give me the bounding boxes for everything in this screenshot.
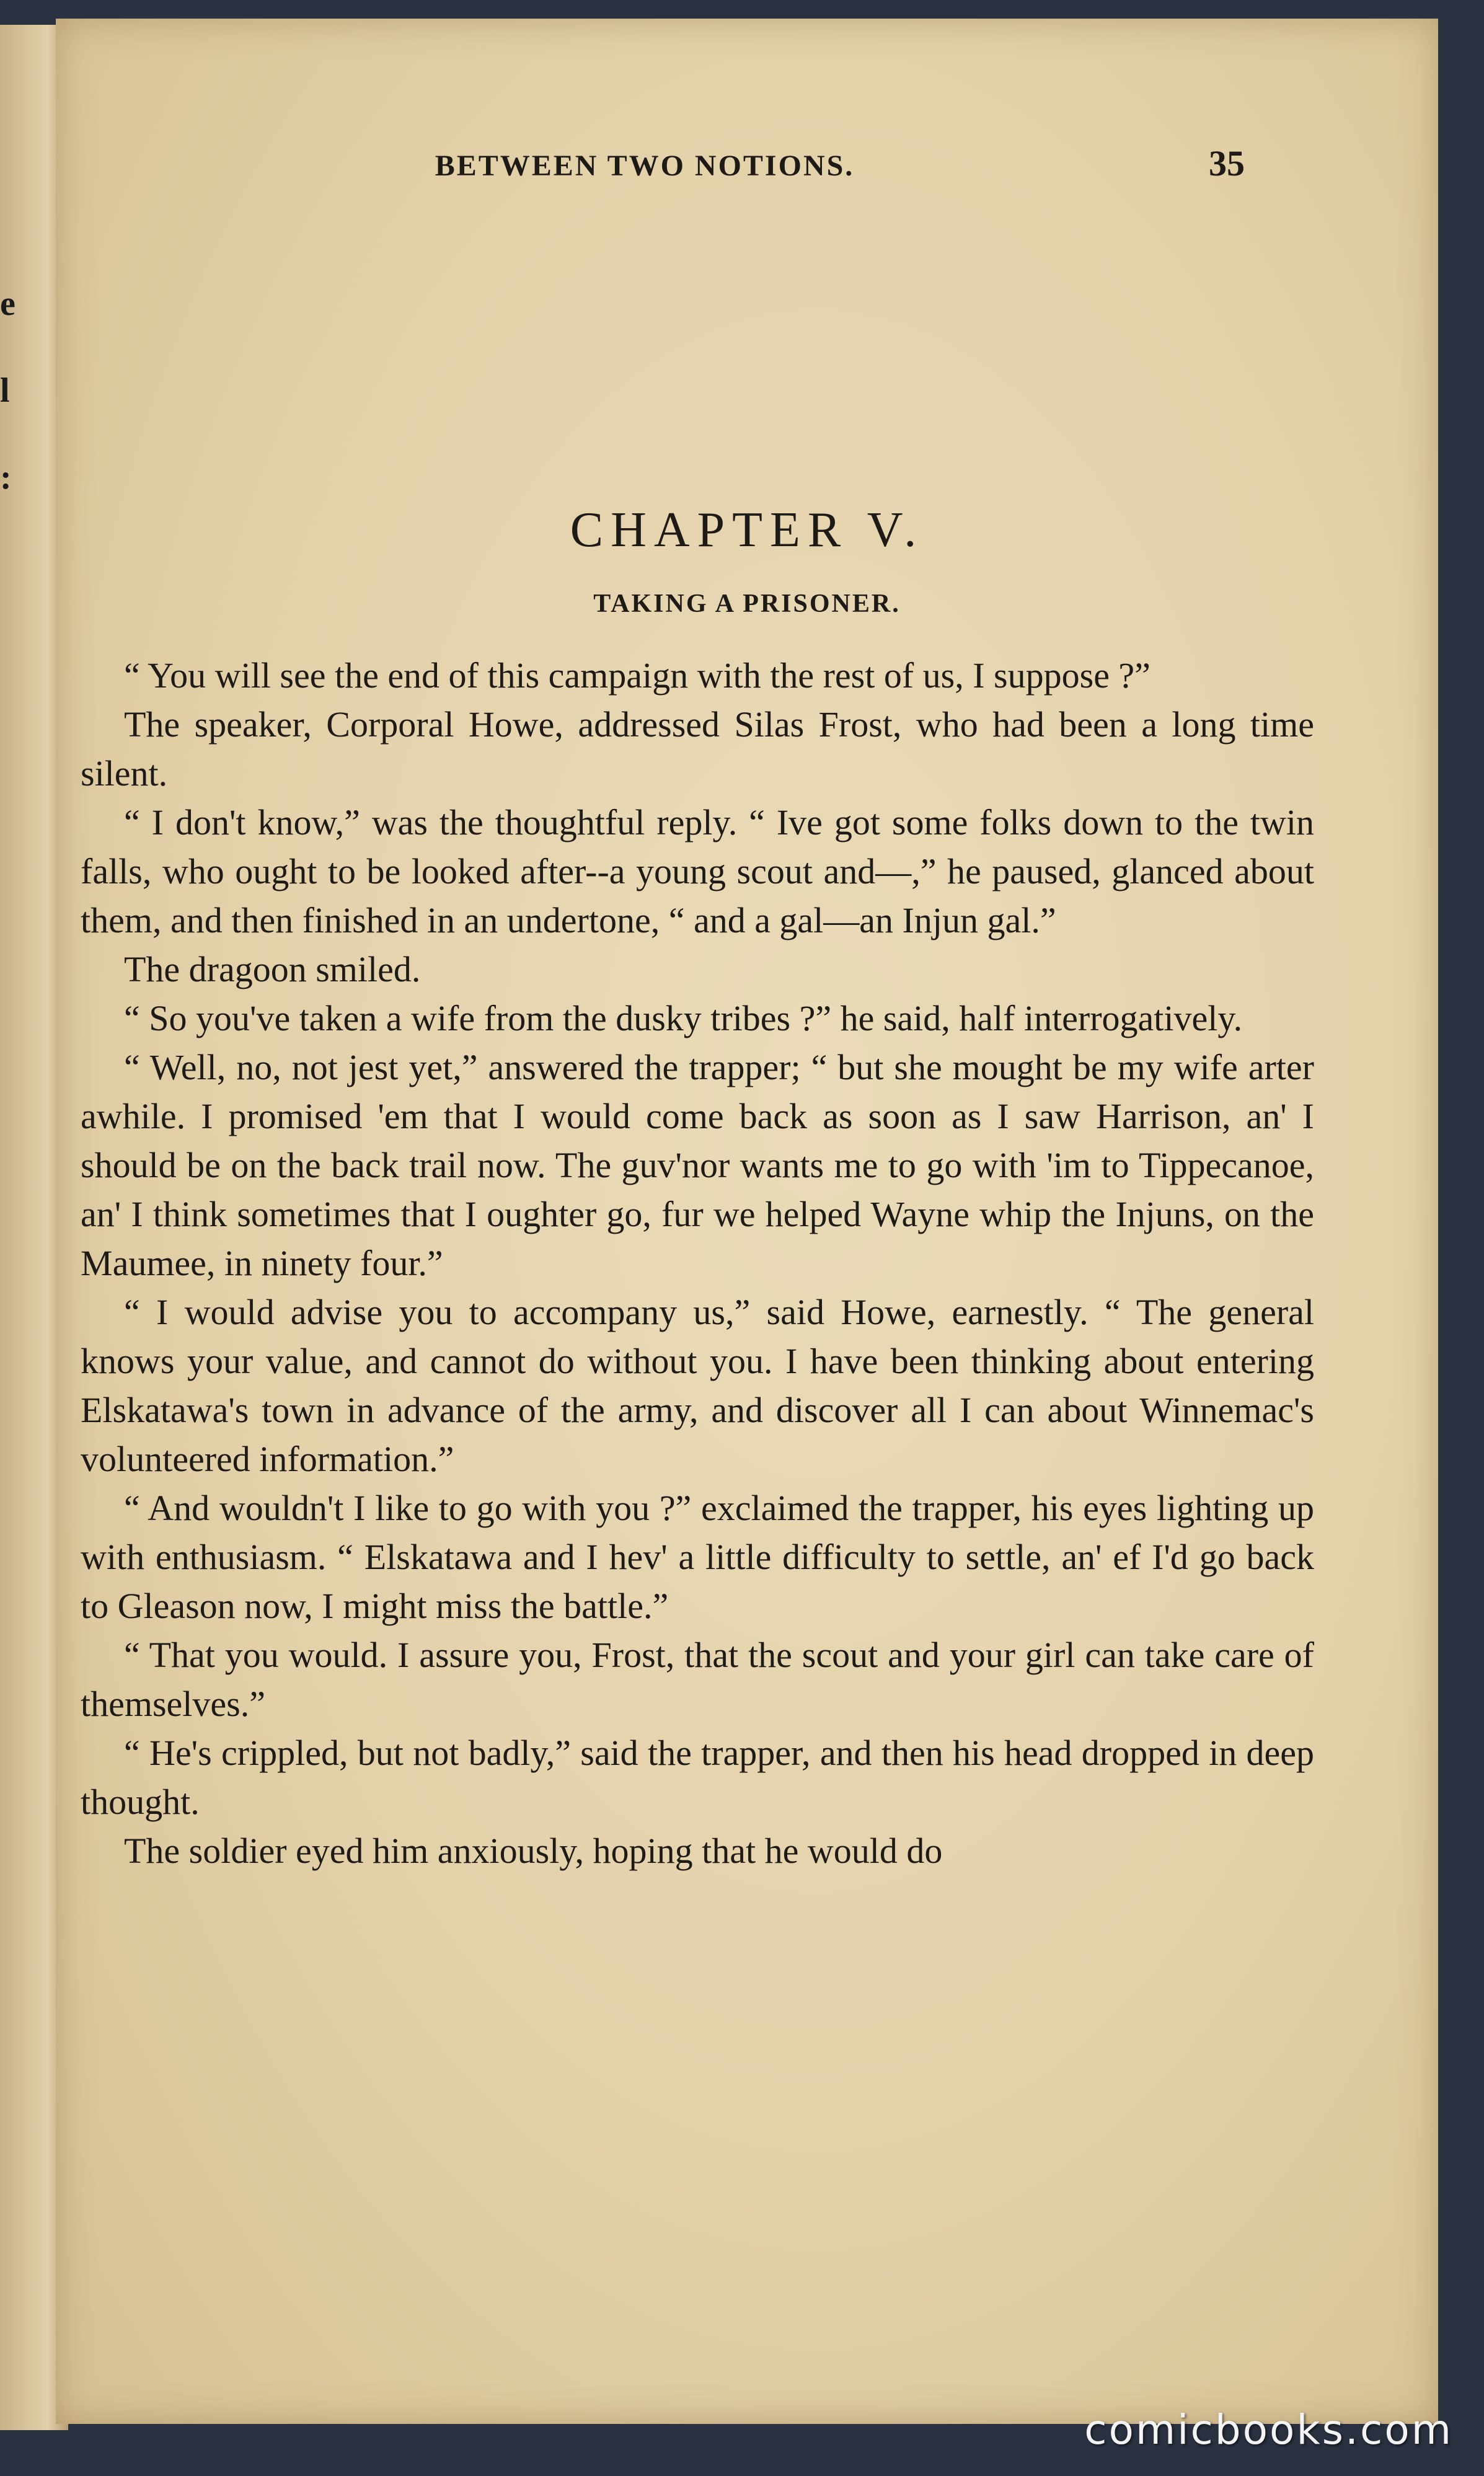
paragraph: The dragoon smiled. xyxy=(124,949,421,989)
running-head: BETWEEN TWO NOTIONS. xyxy=(435,149,855,182)
watermark: comicbooks.com xyxy=(1084,2406,1453,2454)
paragraph: The speaker, Corporal Howe, addressed Silas Frost, who had been a long time silent. xyxy=(81,704,1314,794)
paragraph: “ I would advise you to accompany us,” said Howe, earnestly. “ The general knows your value, and cannot do without you. I have been thinking about entering Elskatawa's town in advance of the army, and discover all I can about Winnemac's volunteered information.” xyxy=(81,1292,1314,1479)
chapter-subtitle: TAKING A PRISONER. xyxy=(593,590,901,618)
paragraph: “ I don't know,” was the thoughtful reply. “ Ive got some folks down to the twin falls, who ought to be looked after--a young scout and—,” he paused, glanced about them, and then finished in an undertone, “ and a gal—an Injun gal.” xyxy=(81,802,1314,940)
page-number: 35 xyxy=(1209,143,1245,183)
chapter-title: CHAPTER V. xyxy=(570,503,924,557)
facing-page-marks: e l : xyxy=(0,285,15,497)
paragraph: “ He's crippled, but not badly,” said the trapper, and then his head dropped in deep thought. xyxy=(81,1733,1314,1822)
paragraph: “ You will see the end of this campaign with the rest of us, I suppose ?” xyxy=(124,655,1151,696)
paragraph: “ So you've taken a wife from the dusky tribes ?” he said, half interrogatively. xyxy=(124,998,1243,1038)
paragraph: “ And wouldn't I like to go with you ?” exclaimed the trapper, his eyes lighting up with enthusiasm. “ Elskatawa and I hev' a little difficulty to settle, an' ef I'd go back to Gleason now, I might miss the battle.” xyxy=(81,1488,1314,1626)
paragraph: The soldier eyed him anxiously, hoping that he would do xyxy=(124,1831,943,1871)
book-page xyxy=(56,19,1438,2424)
body-text xyxy=(81,651,1314,1875)
paragraph: “ Well, no, not jest yet,” answered the trapper; “ but she mought be my wife arter awhile. I promised 'em that I would come back as soon as I saw Harrison, an' I should be on the back trail now. The guv'nor wants me to go with 'im to Tippecanoe, an' I think sometimes that I oughter go, fur we helped Wayne whip the Injuns, on the Maumee, in ninety four.” xyxy=(81,1047,1314,1283)
paragraph: “ That you would. I assure you, Frost, that the scout and your girl can take care of themselves.” xyxy=(81,1635,1314,1724)
